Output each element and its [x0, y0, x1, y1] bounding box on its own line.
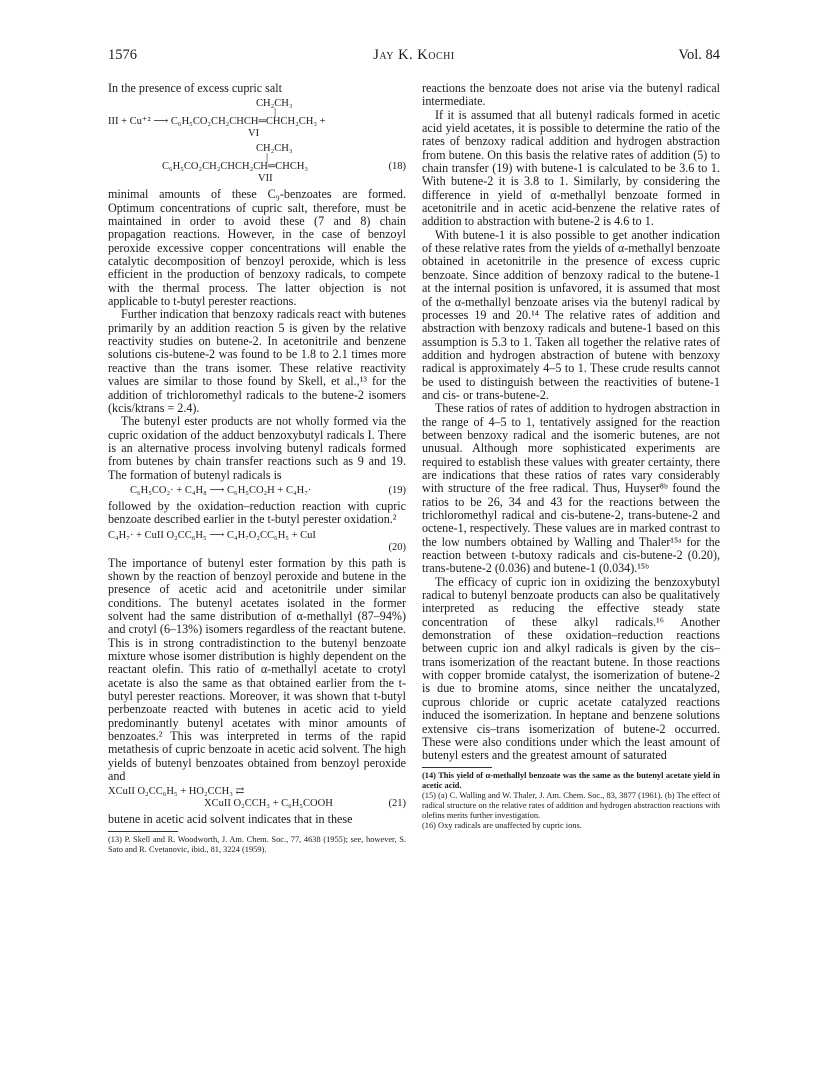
eq-vi-line: III + Cu⁺² ⟶ C₆H₅CO₂CH₂CHCH═CHCH₂CH₃ +: [108, 116, 326, 128]
right-column: [422, 82, 720, 831]
page-number: 1576: [108, 47, 137, 63]
intro-line: In the presence of excess cupric salt: [108, 81, 282, 95]
footnote-rule: [422, 767, 492, 768]
paragraph: The butenyl ester products are not wholly formed via the cupric oxidation of the adduct benzoxybutyl radicals I. There is an alternative process involving butenyl radicals formed from butenes by chain transfer reactions such as 9 and 19. The formation of butenyl radicals is: [108, 414, 406, 482]
equation-vi: CH₂CH₃ | III + Cu⁺² ⟶ C₆H₅CO₂CH₂CHCH═CHCH₂CH₃ + VI: [108, 98, 406, 140]
equation-19: [108, 485, 406, 497]
equation-20: [108, 530, 406, 554]
paragraph: butene in acetic acid solvent indicates that in these: [108, 812, 353, 827]
paragraph: followed by the oxidation–reduction reaction with cupric benzoate described earlier in the t-butyl perester oxidation.²: [108, 498, 406, 527]
left-column: [108, 82, 406, 855]
footnote-15: (15) (a) C. Walling and W. Thaler, J. Am. Chem. Soc., 83, 3877 (1961). (b) The effect of radical structure on the relative rates of addition and hydrogen abstraction reactions with olefins merits further investigation.: [422, 790, 720, 820]
eq-18-substituent: CH₂CH₃: [256, 143, 293, 155]
paragraph: Further indication that benzoxy radicals react with butenes primarily by an addition reaction 5 is given by the relative reactivity studies on butene-2. In acetonitrile and benzene solutions cis-butene-2 was found to be 1.8 to 2.1 times more reactive than the trans isomer. These relative reactivity values are similar to those found by Skell, et al.,¹³ for the addition of trichloromethyl radicals to the butene-2 isomers (kcis/ktrans = 2.4).: [108, 307, 406, 415]
eq-vi-substituent: CH₂CH₃: [256, 98, 293, 110]
paragraph: If it is assumed that all butenyl radicals formed in acetic acid yield acetates, it is possible to determine the ratio of the rates of benzoxy radical addition and hydrogen abstraction from butene. On this basis the relative rates of addition (5) to chain transfer (19) with butene-1 is calculated to be 3.6 to 1. With butene-2 it is 3.8 to 1. Similarly, by considering the difference in yield of α-methallyl benzoate formed in acetonitrile and in acetic acid-benzene the relative rates of addition to abstraction with butene-2 is 4.6 to 1.: [422, 107, 720, 229]
paragraph: reactions the benzoate does not arise via the butenyl radical intermediate.: [422, 81, 720, 109]
eq-19-number: (19): [388, 484, 406, 496]
eq-19-line: C₆H₅CO₂· + C₄H₈ ⟶ C₆H₅CO₂H + C₄H₇·: [130, 484, 312, 496]
paragraph: These ratios of rates of addition to hydrogen abstraction in the range of 4–5 to 1, tentatively assigned for the reaction between benzoxy radical and the isomeric butenes, are not unusual. Although more sophisticated experiments are required to establish these values with greater certainty, there are indications that these ratios of rates vary considerably with structure of the free radical. Thus, Huyser⁸ᵇ found the ratios to be 26, 34 and 43 for the reactions between the trichloromethyl radical and cis-butene-2, trans-butene-2 and octene-1, respectively. These values are in marked contrast to the low numbers obtained by Walling and Thaler¹⁵ᵃ for the reaction between t-butoxy radicals and cis-butene-2 (0.20), trans-butene-2 (0.036) and butene-1 (0.034).¹⁵ᵇ: [422, 401, 720, 576]
eq-21-line2: XCuII O₂CCH₃ + C₆H₅COOH: [204, 798, 333, 810]
volume-label: Vol. 84: [678, 47, 720, 63]
footnote-13: (13) P. Skell and R. Woodworth, J. Am. Chem. Soc., 77, 4638 (1955); see, however, S. Sato and R. Cvetanovic, ibid., 81, 3224 (1959).: [108, 834, 406, 854]
paragraph: The efficacy of cupric ion in oxidizing the benzoxybutyl radical to butenyl benzoate products can also be qualitatively interpreted as reducing the effective steady state concentration of these alkyl radicals.¹⁶ Another demonstration of these oxidation–reduction reactions between cupric ion and alkyl radicals is given by the cis–trans isomerization of the reactant butene. In those reactions with copper bromide catalyst, the isomerization of butene-2 is due to bromine atoms, since neither the uncatalyzed, cuprous chloride or cupric acetate catalyzed reactions induced the isomerization. In heptane and benzene solutions extensive cis–trans isomerization of butene-2 occurred. These were also conditions under which the least amount of butenyl esters and the greatest amount of saturated: [422, 574, 720, 763]
eq-18-line: C₆H₅CO₂CH₂CHCH₂CH═CHCH₃: [162, 161, 309, 173]
paragraph: The importance of butenyl ester formation by this path is shown by the reaction of benzoyl peroxide and butene in the presence of acetic acid and acetonitrile under similar conditions. The butenyl acetates isolated in the former solvent had the same distribution of α-methallyl (87–94%) and crotyl (6–13%) isomers regardless of the reactant butene. This is in strong contradistinction to the butenyl benzoate mixture whose isomer distribution is highly dependent on the reactant olefin. This ratio of α-methallyl acetate to crotyl acetate is also the same as that obtained earlier from the t-butyl perester reactions. Moreover, it was shown that t-butyl perbenzoate reacted with butenes in acetic acid to yield predominantly butenyl acetates with minor amounts of benzoates.² This was interpreted in terms of the rapid metathesis of cupric benzoate in acetic acid solvent. The high yields of butenyl benzoates obtained from benzoyl peroxide and: [108, 555, 406, 784]
eq-18-number: (18): [388, 161, 406, 173]
footnote-rule: [108, 831, 178, 832]
footnote-14: (14) This yield of α-methallyl benzoate was the same as the butenyl acetate yield in acetic acid.: [422, 770, 720, 790]
running-head-author: Jay K. Kochi: [373, 47, 455, 63]
page-header: [108, 47, 720, 67]
eq-21-line1: XCuII O₂CC₆H₅ + HO₂CCH₃ ⇄: [108, 786, 245, 798]
eq-21-number: (21): [388, 798, 406, 810]
eq-vi-label: VI: [248, 128, 260, 140]
eq-20-number: (20): [388, 541, 406, 553]
eq-20-line: C₄H₇· + CuII O₂CC₆H₅ ⟶ C₄H₇O₂CC₆H₅ + CuI: [108, 529, 316, 541]
paragraph: minimal amounts of these C₉-benzoates are formed. Optimum concentrations of cupric salt, therefore, must be maintained in order to avoid these (7 and 8) chain propagation reactions. However, in the case of benzoyl peroxide excessive copper concentrations will enable the catalytic decomposition of benzoyl peroxide, which is less efficient in the production of benzoxy radicals, to compete with the thermal process. The latter objection is not applicable to t-butyl perester reactions.: [108, 187, 406, 309]
eq-18-label: VII: [258, 173, 273, 185]
paragraph: With butene-1 it is also possible to get another indication of these relative rates from the yields of α-methallyl benzoate obtained in acetonitrile in the presence of excess cupric benzoate. Since addition of benzoxy radical to the butene-1 at the internal position is unfavored, it is assumed that most of the α-methallyl benzoate arises via the butenyl radical by processes 19 and 20.¹⁴ The relative rates of addition and abstraction with benzoxy radicals and butene-1 based on this assumption is 5.3 to 1. Taken all together the relative rates of addition and hydrogen abstraction of butene with benzoxy radical is approximately 4–5 to 1. These crude results cannot be used to distinguish between the reactivities of butene-1 and cis- or trans-butene-2.: [422, 227, 720, 402]
footnote-16: (16) Oxy radicals are unaffected by cupric ions.: [422, 820, 582, 830]
equation-21: [108, 786, 406, 810]
equation-18: CH₂CH₃ | C₆H₅CO₂CH₂CHCH₂CH═CHCH₃ (18) VII: [108, 143, 406, 185]
